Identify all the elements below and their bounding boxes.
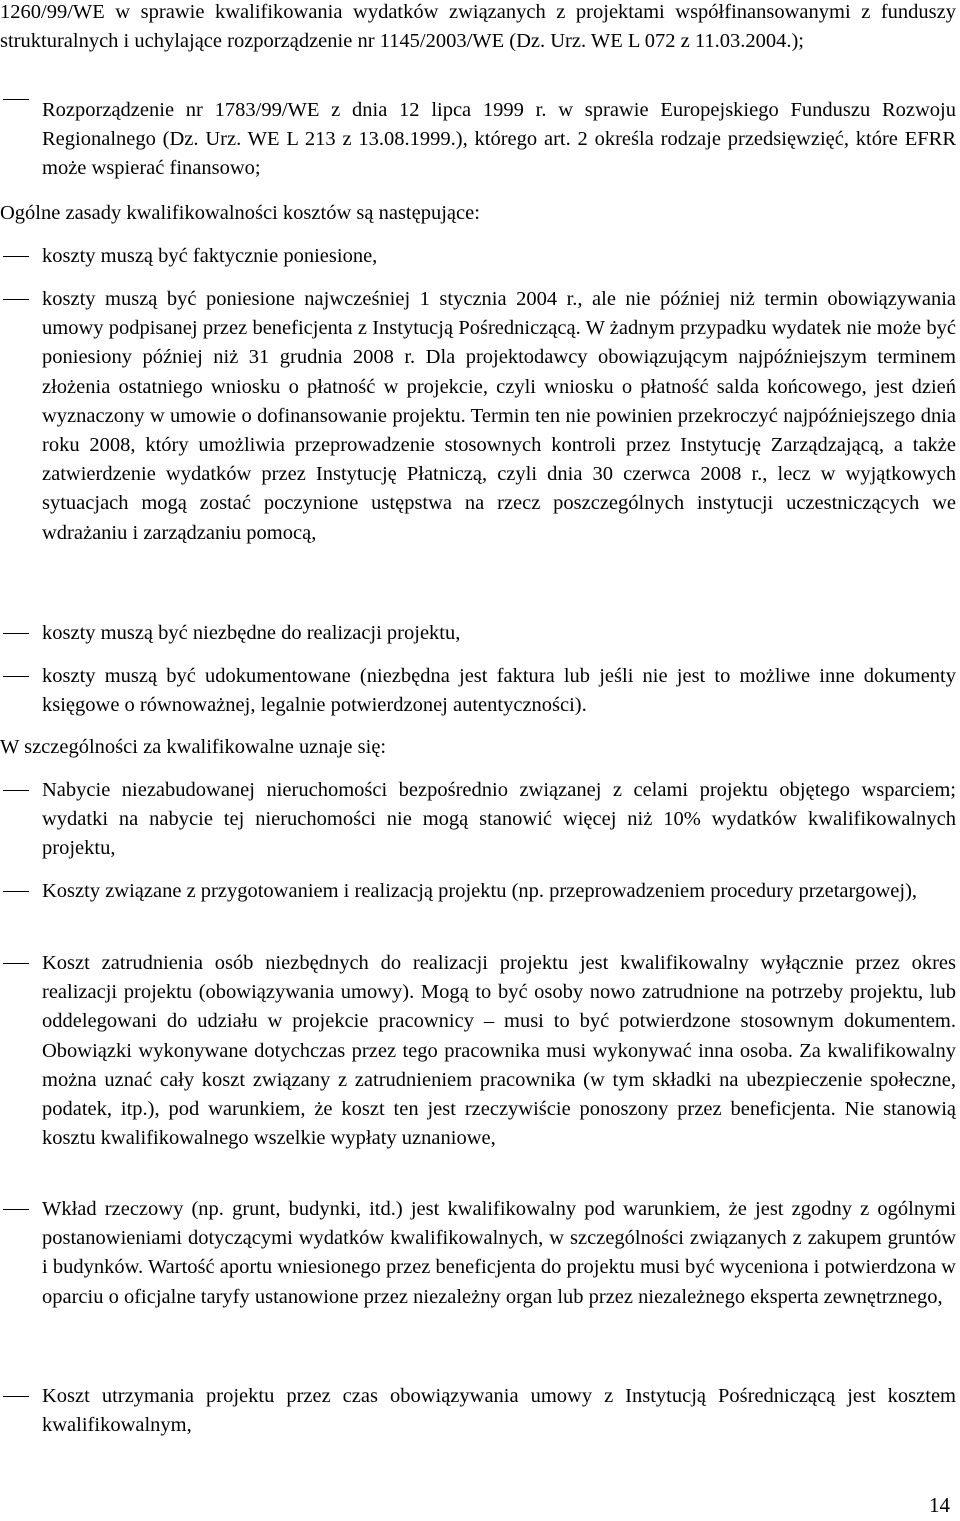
list-dash	[3, 256, 29, 257]
list-dash	[3, 99, 29, 100]
list-dash	[3, 891, 29, 892]
rule-item-3: koszty muszą być niezbędne do realizacji projektu,	[42, 622, 461, 644]
regulation-list-item: Rozporządzenie nr 1783/99/WE z dnia 12 lipca 1999 r. w sprawie Europejskiego Funduszu Rozwoju Regionalnego (Dz. Urz. WE L 213 z 13.08.1999.), którego art. 2 określa rodzaje przedsięwzięć, które EFRR może wspierać finansowo;	[42, 99, 956, 180]
rule-item-4: koszty muszą być udokumentowane (niezbędna jest faktura lub jeśli nie jest to możliwe inne dokumenty księgowe o równoważnej, legalnie potwierdzonej autentyczności).	[42, 665, 956, 717]
list-dash	[3, 790, 29, 791]
eligible-item-3: Koszt zatrudnienia osób niezbędnych do realizacji projektu jest kwalifikowalny wyłącznie przez okres realizacji projektu (obowiązywania umowy). Mogą to być osoby nowo zatrudnione na potrzeby projektu, lub oddelegowani do udziału w projekcie pracownicy – musi to być potwierdzone stosownym dokumentem. Obowiązki wykonywane dotychczas przez tego pracownika musi wykonywać inna osoba. Za kwalifikowalny można uznać cały koszt związany z zatrudnieniem pracownika (w tym składki na ubezpieczenie społeczne, podatek, itp.), pod warunkiem, że koszt ten jest rzeczywiście ponoszony przez beneficjenta. Nie stanowią kosztu kwalifikowalnego wszelkie wypłaty uznaniowe,	[42, 952, 956, 1150]
list-dash	[3, 299, 29, 300]
list-dash	[3, 633, 29, 634]
eligible-item-4: Wkład rzeczowy (np. grunt, budynki, itd.) jest kwalifikowalny pod warunkiem, że jest zgodny z ogólnymi postanowieniami dotyczącymi wydatków kwalifikowalnych, w szczególności związanych z zakupem gruntów i budynków. Wartość aportu wniesionego przez beneficjenta do projektu musi być wyceniona i potwierdzona w oparciu o oficjalne taryfy ustanowione przez niezależny organ lub przez niezależnego eksperta zewnętrznego,	[42, 1198, 956, 1308]
intro-continuation: 1260/99/WE w sprawie kwalifikowania wydatków związanych z projektami współfinansowanymi z funduszy strukturalnych i uchylające rozporządzenie nr 1145/2003/WE (Dz. Urz. WE L 072 z 11.03.2004.);	[0, 1, 956, 53]
eligible-item-5: Koszt utrzymania projektu przez czas obowiązywania umowy z Instytucją Pośredniczącą jest kosztem kwalifikowalnym,	[42, 1385, 956, 1437]
general-rules-heading: Ogólne zasady kwalifikowalności kosztów są następujące:	[0, 202, 480, 224]
eligible-item-2: Koszty związane z przygotowaniem i realizacją projektu (np. przeprowadzeniem procedury przetargowej),	[42, 880, 918, 902]
rule-item-1: koszty muszą być faktycznie poniesione,	[42, 245, 378, 267]
list-dash	[3, 963, 29, 964]
rule-item-2: koszty muszą być poniesione najwcześniej 1 stycznia 2004 r., ale nie później niż termin obowiązywania umowy podpisanej przez beneficjenta z Instytucją Pośredniczącą. W żadnym przypadku wydatek nie może być poniesiony później niż 31 grudnia 2008 r. Dla projektodawcy obowiązującym najpóźniejszym terminem złożenia ostatniego wniosku o płatność w projekcie, czyli wniosku o płatność salda końcowego, jest dzień wyznaczony w umowie o dofinansowanie projektu. Termin ten nie powinien przekroczyć najpóźniejszego dnia roku 2008, który umożliwia przeprowadzenie stosownych kontroli przez Instytucję Zarządzającą, a także zatwierdzenie wydatków przez Instytucję Płatniczą, czyli dnia 30 czerwca 2008 r., lecz w wyjątkowych sytuacjach mogą zostać poczynione ustępstwa na rzecz poszczególnych instytucji uczestniczących we wdrażaniu i zarządzaniu pomocą,	[42, 288, 956, 544]
list-dash	[3, 676, 29, 677]
eligible-item-1: Nabycie niezabudowanej nieruchomości bezpośrednio związanej z celami projektu objętego wsparciem; wydatki na nabycie tej nieruchomości nie mogą stanowić więcej niż 10% wydatków kwalifikowalnych projektu,	[42, 779, 956, 860]
list-dash	[3, 1209, 29, 1210]
list-dash	[3, 1396, 29, 1397]
page-number: 14	[929, 1493, 950, 1517]
eligible-heading: W szczególności za kwalifikowalne uznaje się:	[0, 736, 387, 758]
